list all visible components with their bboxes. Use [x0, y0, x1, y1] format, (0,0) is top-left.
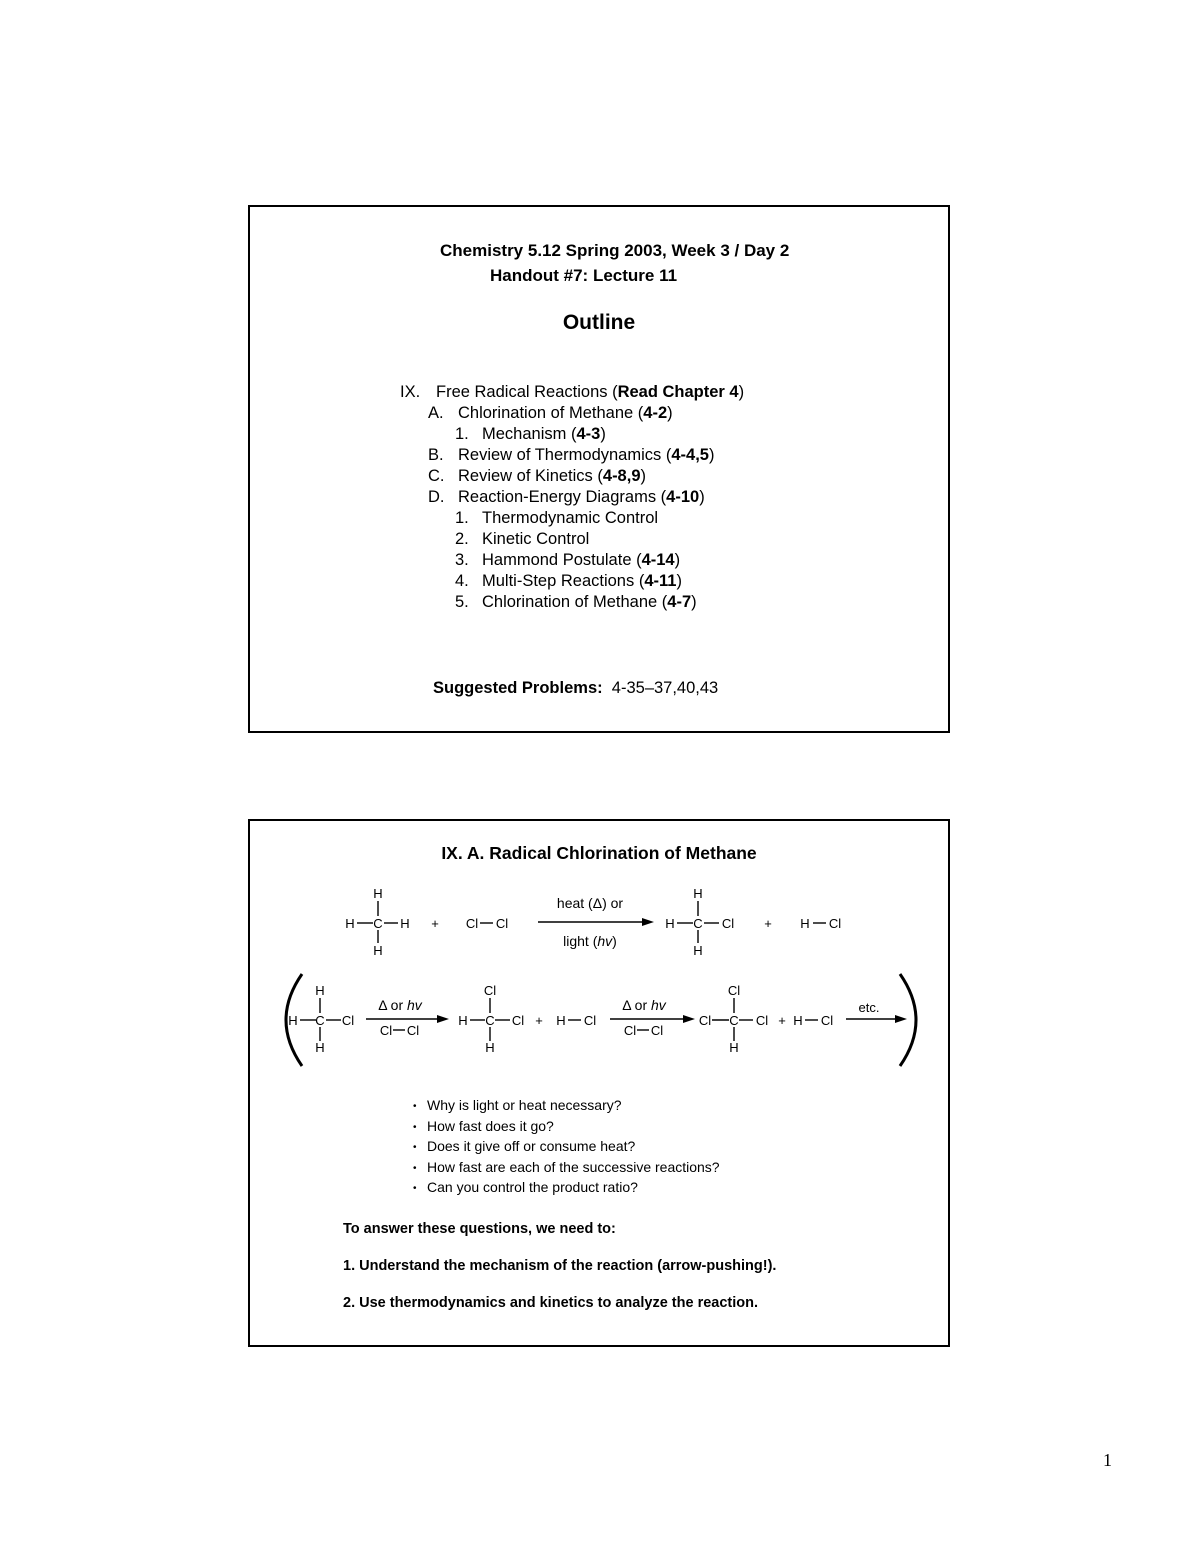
outline-item-close: ) — [674, 551, 681, 569]
outline-item-close: ) — [699, 488, 705, 506]
outline-item — [428, 488, 705, 507]
atom-h: H — [693, 943, 703, 958]
condition-light — [563, 933, 617, 949]
plus-sign: + — [535, 1013, 543, 1028]
atom-cl: Cl — [623, 1023, 637, 1038]
atom-h: H — [345, 916, 355, 931]
question-item — [413, 1117, 720, 1138]
outline-item — [455, 509, 658, 528]
atom-cl: Cl — [650, 1023, 664, 1038]
plus-sign: + — [778, 1013, 786, 1028]
outline-item — [428, 467, 646, 486]
atom-cl: Cl — [379, 1023, 393, 1038]
atom-h: H — [458, 1013, 468, 1028]
atom-cl: Cl — [755, 1013, 769, 1028]
question-item — [413, 1178, 720, 1199]
atom-c: C — [373, 916, 383, 931]
step2-condition-prefix: Δ or — [622, 997, 652, 1013]
outline-item-text: Review of Thermodynamics ( — [458, 446, 672, 464]
outline-item-ref: 4-7 — [667, 593, 692, 611]
step1-condition — [378, 997, 423, 1013]
outline-item-text: Multi-Step Reactions ( — [482, 572, 645, 590]
outline-item-label: A. — [428, 404, 444, 422]
atom-cl: Cl — [820, 1013, 834, 1028]
handout-title: Handout #7: Lecture 11 — [490, 266, 678, 285]
outline-item-ref: 4-14 — [641, 551, 675, 569]
outline-item — [400, 383, 744, 402]
outline-item-text: Chlorination of Methane ( — [458, 404, 644, 422]
condition-light-suffix: ) — [612, 933, 617, 949]
atom-cl: Cl — [727, 983, 741, 998]
atom-h: H — [693, 886, 703, 901]
outline-item-label: C. — [428, 467, 445, 485]
etc-label: etc. — [858, 1000, 880, 1015]
outline-item-text: Chlorination of Methane ( — [482, 593, 668, 611]
question-text: How fast are each of the successive reactions? — [427, 1158, 720, 1175]
outline-item-text: Review of Kinetics ( — [458, 467, 603, 485]
question-text: Can you control the product ratio? — [427, 1179, 638, 1195]
plus-sign: + — [764, 916, 772, 931]
step2-condition — [622, 997, 667, 1013]
atom-cl: Cl — [465, 916, 479, 931]
outline-item — [455, 593, 697, 612]
atom-cl: Cl — [828, 916, 842, 931]
bullet-icon: • — [413, 1183, 417, 1194]
outline-item-text: Free Radical Reactions ( — [436, 383, 618, 401]
atom-h: H — [729, 1040, 739, 1055]
suggested-problems-label: Suggested Problems: — [433, 679, 603, 697]
bullet-icon: • — [413, 1142, 417, 1153]
atom-h: H — [373, 943, 383, 958]
question-text: How fast does it go? — [427, 1117, 554, 1134]
reaction-scheme — [250, 821, 948, 1081]
condition-light-prefix: light ( — [563, 933, 598, 949]
atom-cl: Cl — [583, 1013, 597, 1028]
outline-item — [428, 446, 714, 465]
atom-cl: Cl — [341, 1013, 355, 1028]
outline-item-ref: 4-3 — [576, 425, 601, 443]
atom-h: H — [288, 1013, 298, 1028]
step1-condition-hv: hv — [407, 997, 422, 1013]
atom-h: H — [400, 916, 410, 931]
outline-item-close: ) — [691, 593, 697, 611]
suggested-problems-value: 4-35–37,40,43 — [611, 679, 719, 697]
bullet-icon: • — [413, 1101, 417, 1112]
outline-item-close: ) — [640, 467, 646, 485]
outline-item-close: ) — [676, 572, 682, 590]
suggested-problems — [433, 679, 718, 698]
atom-h: H — [485, 1040, 495, 1055]
atom-cl: Cl — [483, 983, 497, 998]
question-text: Why is light or heat necessary? — [427, 1097, 622, 1113]
slide-outline — [248, 205, 950, 733]
slide-radical-chlorination — [248, 819, 950, 1347]
outline-item-label: 3. — [455, 551, 469, 569]
question-text: Does it give off or consume heat? — [427, 1138, 636, 1154]
atom-cl: Cl — [495, 916, 509, 931]
outline-item — [455, 572, 682, 591]
atom-labels — [288, 886, 841, 1055]
step2-condition-hv: hv — [651, 997, 666, 1013]
outline-item-label: 5. — [455, 593, 469, 611]
atom-cl: Cl — [698, 1013, 712, 1028]
outline-item-ref: 4-2 — [643, 404, 668, 422]
outline-item-close: ) — [600, 425, 606, 443]
outline-item-ref: 4-4,5 — [671, 446, 709, 464]
page-number: 1 — [1103, 1450, 1112, 1470]
outline-item-text: Mechanism ( — [482, 425, 577, 443]
atom-c: C — [693, 916, 703, 931]
outline-item-ref: 4-10 — [666, 488, 700, 506]
atom-h: H — [315, 1040, 325, 1055]
atom-h: H — [793, 1013, 803, 1028]
outline-item-label: B. — [428, 446, 444, 464]
atom-h: H — [556, 1013, 566, 1028]
question-item — [413, 1096, 720, 1117]
outline-item — [455, 530, 589, 549]
outline-item-label: 2. — [455, 530, 469, 548]
outline-item-ref: 4-11 — [644, 572, 677, 590]
answer-1: 1. Understand the mechanism of the reaction (arrow-pushing!). — [343, 1258, 777, 1274]
outline-item — [455, 425, 606, 444]
outline-item-close: ) — [667, 404, 673, 422]
atom-cl: Cl — [406, 1023, 420, 1038]
outline-item-label: IX. — [400, 383, 421, 401]
outline-item-close: ) — [738, 383, 745, 401]
outline-item-label: 1. — [455, 425, 469, 443]
outline-item-text: Hammond Postulate ( — [482, 551, 642, 569]
condition-light-hv: hv — [597, 933, 613, 949]
outline-item-text: Thermodynamic Control — [482, 509, 659, 527]
arrow-heads — [437, 918, 907, 1023]
outline-item-ref: 4-8,9 — [602, 467, 641, 485]
step1-condition-prefix: Δ or — [378, 997, 408, 1013]
question-item — [413, 1158, 720, 1179]
outline-item — [428, 404, 673, 423]
plus-sign: + — [431, 916, 439, 931]
atom-h: H — [800, 916, 810, 931]
question-item — [413, 1137, 720, 1158]
atom-c: C — [485, 1013, 495, 1028]
atom-c: C — [729, 1013, 739, 1028]
outline-item-close: ) — [708, 446, 715, 464]
slide-title: IX. A. Radical Chlorination of Methane — [441, 843, 757, 863]
condition-heat: heat (Δ) or — [556, 895, 624, 911]
atom-h: H — [315, 983, 325, 998]
outline-item — [455, 551, 680, 570]
answer-intro: To answer these questions, we need to: — [343, 1221, 616, 1237]
outline-item-ref: Read Chapter 4 — [617, 383, 739, 401]
question-list — [413, 1096, 720, 1199]
outline-item-text: Reaction-Energy Diagrams ( — [458, 488, 667, 506]
atom-cl: Cl — [511, 1013, 525, 1028]
atom-h: H — [373, 886, 383, 901]
bullet-icon: • — [413, 1121, 417, 1133]
atom-c: C — [315, 1013, 325, 1028]
bullet-icon: • — [413, 1162, 417, 1174]
atom-cl: Cl — [721, 916, 735, 931]
outline-item-label: 4. — [455, 572, 469, 590]
course-title: Chemistry 5.12 Spring 2003, Week 3 / Day 2 — [440, 241, 790, 260]
outline-item-text: Kinetic Control — [482, 530, 590, 548]
atom-h: H — [665, 916, 675, 931]
outline-heading: Outline — [562, 311, 636, 334]
outline-item-label: 1. — [455, 509, 469, 527]
outline-item-label: D. — [428, 488, 445, 506]
answer-2: 2. Use thermodynamics and kinetics to analyze the reaction. — [343, 1295, 758, 1311]
